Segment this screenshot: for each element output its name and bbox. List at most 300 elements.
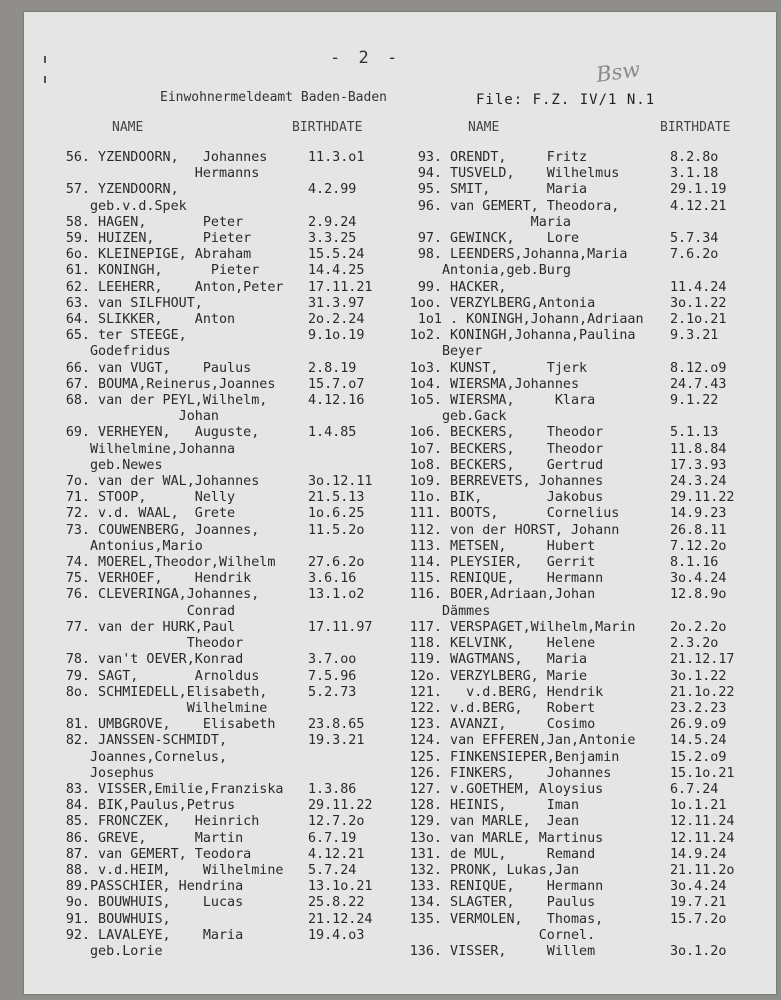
list-entry — [402, 750, 758, 766]
entry-number: 1o9. — [409, 474, 442, 490]
entry-birthdate: 4.2.99 — [308, 182, 357, 198]
list-entry — [402, 150, 758, 166]
entry-name: KONINGH,Johanna,Paulina — [442, 328, 636, 344]
list-entry — [48, 280, 400, 296]
entry-number: 92. — [65, 927, 90, 943]
entry-number: 89. — [65, 879, 90, 895]
entry-name: van MARLE, Martinus — [442, 830, 604, 846]
entry-birthdate: 23.8.65 — [308, 717, 365, 733]
entry-number: 13o. — [409, 830, 442, 846]
entry-number: 136. — [409, 943, 442, 959]
entry-name-continuation: geb.Gack — [442, 409, 507, 425]
list-entry — [48, 685, 400, 717]
entry-birthdate: 21.5.13 — [308, 490, 365, 506]
entry-birthdate: 12.11.24 — [670, 830, 735, 846]
right-name-header: NAME — [468, 120, 500, 135]
entry-name-continuation: Cornel. — [442, 927, 596, 943]
entry-name: BOER,Adriaan,Johan — [442, 587, 596, 603]
entry-birthdate: 3.7.oo — [308, 652, 357, 668]
list-entry — [402, 328, 758, 360]
list-entry — [48, 150, 400, 182]
entry-birthdate: 11.8.84 — [670, 441, 727, 457]
entry-name: FINKERS, Johannes — [442, 765, 612, 781]
entry-name: van't OEVER,Konrad — [90, 652, 244, 668]
list-entry — [402, 555, 758, 571]
entry-birthdate: 31.3.97 — [308, 295, 365, 311]
entry-number: 58. — [65, 214, 90, 230]
list-entry — [48, 652, 400, 668]
entry-name-continuation: Antonia,geb.Burg — [442, 263, 571, 279]
entry-birthdate: 15.7.2o — [670, 911, 727, 927]
entry-name: VERHEYEN, Auguste, — [90, 425, 260, 441]
left-birthdate-header: BIRTHDATE — [292, 120, 363, 135]
list-entry — [48, 231, 400, 247]
entry-name-continuation: Johan — [90, 409, 219, 425]
entry-number: 12o. — [409, 668, 442, 684]
entry-name: VERZYLBERG, Marie — [442, 668, 588, 684]
list-entry — [48, 782, 400, 798]
entry-birthdate: 1.3.86 — [308, 781, 357, 797]
entry-name: de MUL, Remand — [442, 846, 596, 862]
list-entry — [48, 717, 400, 733]
entry-birthdate: 14.9.23 — [670, 506, 727, 522]
entry-number: 1o7. — [409, 441, 442, 457]
entry-number: 133. — [409, 879, 442, 895]
entry-birthdate: 21.1o.22 — [670, 684, 735, 700]
entry-number: 74. — [65, 555, 90, 571]
entry-number: 93. — [417, 150, 442, 165]
entry-number: 82. — [65, 733, 90, 749]
entry-name: v.d.BERG, Hendrik — [442, 684, 604, 700]
entry-name: von der HORST, Johann — [442, 522, 620, 538]
entry-birthdate: 3o.12.11 — [308, 474, 373, 490]
entry-birthdate: 3o.1.22 — [670, 295, 727, 311]
list-entry — [48, 669, 400, 685]
entry-birthdate: 21.11.2o — [670, 862, 735, 878]
entry-birthdate: 8.2.8o — [670, 150, 719, 165]
entry-number: 8o. — [65, 684, 90, 700]
entry-number: 86. — [65, 830, 90, 846]
entry-name: HUIZEN, Pieter — [90, 231, 252, 247]
entry-name-continuation: Maria — [442, 214, 571, 230]
entry-number: 118. — [409, 636, 442, 652]
entry-name: WIERSMA,Johannes — [442, 376, 580, 392]
entry-number: 1o1 — [417, 312, 442, 328]
list-entry — [402, 895, 758, 911]
list-entry — [402, 231, 758, 247]
list-entry — [48, 377, 400, 393]
page-number: - 2 - — [330, 48, 402, 68]
entry-name: TUSVELD, Wilhelmus — [442, 166, 620, 182]
entry-name: BOUWHUIS, Lucas — [90, 895, 244, 911]
list-entry — [402, 425, 758, 441]
entry-name: ter STEEGE, — [90, 328, 187, 344]
entry-birthdate: 2o.2.24 — [308, 312, 365, 328]
entry-birthdate: 7.6.2o — [670, 247, 719, 263]
entry-name: van der HURK,Paul — [90, 619, 236, 635]
list-entry — [402, 571, 758, 587]
entry-name: HAGEN, Peter — [90, 214, 244, 230]
list-entry — [402, 442, 758, 458]
entry-number: 7o. — [65, 474, 90, 490]
list-entry — [402, 199, 758, 231]
list-entry — [402, 377, 758, 393]
entry-name: van EFFEREN,Jan,Antonie — [442, 733, 636, 749]
entry-number: 96. — [417, 198, 442, 214]
entry-birthdate: 3.3.25 — [308, 231, 357, 247]
entry-name-continuation: Theodor — [90, 636, 244, 652]
entry-name: LAVALEYE, Maria — [90, 927, 244, 943]
entry-number: 78. — [65, 652, 90, 668]
entry-number: 122. — [409, 700, 442, 716]
entry-birthdate: 17.11.21 — [308, 279, 373, 295]
entry-number: 125. — [409, 749, 442, 765]
entry-number: 114. — [409, 555, 442, 571]
entry-name: BOUWHUIS, — [90, 911, 171, 927]
entry-number: 6o. — [65, 247, 90, 263]
list-entry — [48, 814, 400, 830]
list-entry — [402, 296, 758, 312]
entry-name: GEWINCK, Lore — [442, 231, 580, 247]
entry-number: 111. — [409, 506, 442, 522]
entry-birthdate: 25.8.22 — [308, 895, 365, 911]
entry-number: 79. — [65, 668, 90, 684]
list-entry — [402, 458, 758, 474]
list-entry — [48, 312, 400, 328]
entry-name: van GEMERT, Theodora, — [442, 198, 620, 214]
entry-name-continuation: Josephus — [90, 765, 155, 781]
list-entry — [48, 831, 400, 847]
entry-name: HEINIS, Iman — [442, 798, 580, 814]
entry-birthdate: 9.1.22 — [670, 393, 719, 409]
entry-number: 75. — [65, 571, 90, 587]
entry-name: BOUMA,Reinerus,Joannes — [90, 376, 276, 392]
entry-number: 134. — [409, 895, 442, 911]
entry-number: 77. — [65, 619, 90, 635]
entry-name: . KONINGH,Johann,Adriaan — [442, 312, 644, 328]
entry-number: 95. — [417, 182, 442, 198]
list-entry — [48, 879, 400, 895]
entry-number: 132. — [409, 862, 442, 878]
entry-birthdate: 14.5.24 — [670, 733, 727, 749]
list-entry — [402, 393, 758, 425]
entry-birthdate: 12.8.9o — [670, 587, 727, 603]
entry-birthdate: 1o.1.21 — [670, 798, 727, 814]
list-entry — [402, 182, 758, 198]
list-entry — [402, 814, 758, 830]
entry-name: van SILFHOUT, — [90, 295, 203, 311]
entry-number: 126. — [409, 765, 442, 781]
list-entry — [48, 555, 400, 571]
entry-birthdate: 11.5.2o — [308, 522, 365, 538]
list-entry — [48, 620, 400, 652]
list-entry — [402, 766, 758, 782]
entry-number: 128. — [409, 798, 442, 814]
entry-birthdate: 29.11.22 — [308, 798, 373, 814]
entry-name-continuation: Godefridus — [90, 344, 171, 360]
entry-name-continuation: geb.Lorie — [90, 943, 163, 959]
list-entry — [402, 490, 758, 506]
entry-number: 1o3. — [409, 360, 442, 376]
entry-number: 73. — [65, 522, 90, 538]
list-entry — [402, 912, 758, 944]
entry-name: AVANZI, Cosimo — [442, 717, 596, 733]
entry-birthdate: 2.1o.21 — [670, 312, 727, 328]
entry-number: 71. — [65, 490, 90, 506]
entry-number: 112. — [409, 522, 442, 538]
list-entry — [402, 361, 758, 377]
entry-name: LEEHERR, Anton,Peter — [90, 279, 284, 295]
entry-number: 66. — [65, 360, 90, 376]
entry-number: 9o. — [65, 895, 90, 911]
entry-number: 119. — [409, 652, 442, 668]
entry-birthdate: 3.1.18 — [670, 166, 719, 182]
entry-birthdate: 11.4.24 — [670, 279, 727, 295]
entry-name: BECKERS, Theodor — [442, 441, 604, 457]
entry-name: KONINGH, Pieter — [90, 263, 260, 279]
list-entry — [402, 701, 758, 717]
issuing-office: Einwohnermeldeamt Baden-Baden — [160, 90, 387, 105]
entry-birthdate: 3o.4.24 — [670, 879, 727, 895]
entry-name: v.d.BERG, Robert — [442, 700, 596, 716]
entry-birthdate: 19.7.21 — [670, 895, 727, 911]
entry-number: 116. — [409, 587, 442, 603]
entry-number: 69. — [65, 425, 90, 441]
list-entry — [48, 506, 400, 522]
list-entry — [48, 425, 400, 474]
entry-name: BOOTS, Cornelius — [442, 506, 620, 522]
list-entry — [402, 539, 758, 555]
list-entry — [48, 523, 400, 555]
file-reference: File: F.Z. IV/1 N.1 — [476, 92, 656, 108]
list-entry — [402, 831, 758, 847]
entry-birthdate: 4.12.16 — [308, 393, 365, 409]
entry-name: v.d.HEIM, Wilhelmine — [90, 862, 284, 878]
entry-number: 135. — [409, 911, 442, 927]
entry-number: 62. — [65, 279, 90, 295]
entry-name: VERSPAGET,Wilhelm,Marin — [442, 619, 636, 635]
list-entry — [402, 523, 758, 539]
document-page — [24, 12, 776, 994]
entry-birthdate: 17.3.93 — [670, 457, 727, 473]
pencil-annotation: Bsw — [594, 57, 642, 87]
list-entry — [402, 717, 758, 733]
entry-number: 124. — [409, 733, 442, 749]
list-entry — [48, 393, 400, 425]
entry-name-continuation: geb.Newes — [90, 457, 163, 473]
entry-number: 11o. — [409, 490, 442, 506]
entry-name: LEENDERS,Johanna,Maria — [442, 247, 628, 263]
entry-birthdate: 17.11.97 — [308, 619, 373, 635]
entry-birthdate: 13.1.o2 — [308, 587, 365, 603]
list-entry — [402, 782, 758, 798]
entry-name: SMIT, Maria — [442, 182, 588, 198]
entry-number: 1o5. — [409, 393, 442, 409]
entry-number: 115. — [409, 571, 442, 587]
entry-number: 84. — [65, 798, 90, 814]
entry-birthdate: 19.4.o3 — [308, 927, 365, 943]
list-entry — [48, 215, 400, 231]
entry-name: JANSSEN-SCHMIDT, — [90, 733, 228, 749]
entry-name: VERHOEF, Hendrik — [90, 571, 252, 587]
entry-birthdate: 14.4.25 — [308, 263, 365, 279]
entry-name-continuation: Wilhelmine — [90, 700, 268, 716]
entry-name: van der PEYL,Wilhelm, — [90, 393, 268, 409]
entry-birthdate: 12.7.2o — [308, 814, 365, 830]
punch-mark — [44, 76, 46, 83]
entry-number: 83. — [65, 781, 90, 797]
entry-birthdate: 6.7.24 — [670, 781, 719, 797]
entry-name: UMBGROVE, Elisabeth — [90, 717, 276, 733]
entry-name: v.d. WAAL, Grete — [90, 506, 236, 522]
entry-name: GREVE, Martin — [90, 830, 244, 846]
list-entry — [402, 312, 758, 328]
entry-number: 76. — [65, 587, 90, 603]
entry-name: FRONCZEK, Heinrich — [90, 814, 260, 830]
list-entry — [402, 474, 758, 490]
entry-name: RENIQUE, Hermann — [442, 879, 604, 895]
list-entry — [402, 847, 758, 863]
list-entry — [402, 280, 758, 296]
entry-birthdate: 27.6.2o — [308, 555, 365, 571]
entry-name: MOEREL,Theodor,Wilhelm — [90, 555, 276, 571]
entry-birthdate: 3o.1.22 — [670, 668, 727, 684]
entry-number: 127. — [409, 781, 442, 797]
entry-name: YZENDOORN, — [90, 182, 179, 198]
entry-number: 117. — [409, 619, 442, 635]
entry-number: 121. — [409, 684, 442, 700]
entry-number: 57. — [65, 182, 90, 198]
entry-name: BIK,Paulus,Petrus — [90, 798, 236, 814]
entry-name: van VUGT, Paulus — [90, 360, 252, 376]
right-birthdate-header: BIRTHDATE — [660, 120, 731, 135]
list-entry — [402, 166, 758, 182]
entry-name-continuation: geb.v.d.Spek — [90, 198, 187, 214]
entry-name: FINKENSIEPER,Benjamin — [442, 749, 620, 765]
entry-name: RENIQUE, Hermann — [442, 571, 604, 587]
entry-number: 72. — [65, 506, 90, 522]
entry-number: 67. — [65, 376, 90, 392]
entry-birthdate: 6.7.19 — [308, 830, 357, 846]
entry-birthdate: 5.7.24 — [308, 862, 357, 878]
entry-number: 131. — [409, 846, 442, 862]
entry-birthdate: 2.3.2o — [670, 636, 719, 652]
entry-name: PLEYSIER, Gerrit — [442, 555, 596, 571]
right-column-list — [402, 150, 758, 960]
entry-name: v.GOETHEM, Aloysius — [442, 781, 604, 797]
entry-number: 129. — [409, 814, 442, 830]
entry-name: KELVINK, Helene — [442, 636, 596, 652]
entry-name: YZENDOORN, Johannes — [90, 150, 268, 165]
entry-birthdate: 21.12.17 — [670, 652, 735, 668]
left-column-list — [48, 150, 400, 960]
list-entry — [402, 506, 758, 522]
list-entry — [402, 669, 758, 685]
entry-number: 81. — [65, 717, 90, 733]
entry-name: KLEINEPIGE, Abraham — [90, 247, 252, 263]
entry-birthdate: 3.6.16 — [308, 571, 357, 587]
entry-number: 1o8. — [409, 457, 442, 473]
list-entry — [402, 879, 758, 895]
entry-number: 1o2. — [409, 328, 442, 344]
entry-birthdate: 1.4.85 — [308, 425, 357, 441]
entry-name: SAGT, Arnoldus — [90, 668, 260, 684]
entry-number: 1o4. — [409, 376, 442, 392]
entry-birthdate: 1o.6.25 — [308, 506, 365, 522]
list-entry — [402, 798, 758, 814]
list-entry — [402, 587, 758, 619]
list-entry — [402, 863, 758, 879]
list-entry — [48, 247, 400, 263]
entry-birthdate: 9.1o.19 — [308, 328, 365, 344]
list-entry — [48, 296, 400, 312]
list-entry — [48, 474, 400, 490]
entry-name: KUNST, Tjerk — [442, 360, 588, 376]
entry-number: 85. — [65, 814, 90, 830]
entry-name: WAGTMANS, Maria — [442, 652, 588, 668]
entry-birthdate: 11.3.o1 — [308, 150, 365, 165]
list-entry — [48, 571, 400, 587]
list-entry — [402, 652, 758, 668]
entry-number: 68. — [65, 393, 90, 409]
list-entry — [48, 863, 400, 879]
entry-name: SLAGTER, Paulus — [442, 895, 596, 911]
entry-birthdate: 3o.1.2o — [670, 943, 727, 959]
entry-name: van GEMERT, Teodora — [90, 846, 252, 862]
entry-number: 63. — [65, 295, 90, 311]
punch-mark — [44, 56, 46, 63]
entry-name-continuation: Beyer — [442, 344, 483, 360]
entry-birthdate: 26.9.o9 — [670, 717, 727, 733]
entry-birthdate: 23.2.23 — [670, 700, 727, 716]
entry-birthdate: 14.9.24 — [670, 846, 727, 862]
entry-number: 64. — [65, 312, 90, 328]
entry-name: SLIKKER, Anton — [90, 312, 236, 328]
entry-birthdate: 15.5.24 — [308, 247, 365, 263]
list-entry — [48, 847, 400, 863]
entry-name-continuation: Wilhelmine,Johanna — [90, 441, 236, 457]
entry-name-continuation: Joannes,Cornelus, — [90, 749, 228, 765]
entry-name: BIK, Jakobus — [442, 490, 604, 506]
list-entry — [402, 733, 758, 749]
entry-birthdate: 13.1o.21 — [308, 879, 373, 895]
entry-name: COUWENBERG, Joannes, — [90, 522, 260, 538]
entry-birthdate: 5.1.13 — [670, 425, 719, 441]
entry-birthdate: 7.12.2o — [670, 538, 727, 554]
entry-name: PRONK, Lukas,Jan — [442, 862, 580, 878]
entry-name-continuation: Hermanns — [90, 166, 260, 182]
entry-birthdate: 5.2.73 — [308, 684, 357, 700]
entry-number: 56. — [65, 150, 90, 165]
list-entry — [48, 912, 400, 928]
entry-birthdate: 9.3.21 — [670, 328, 719, 344]
list-entry — [48, 328, 400, 360]
list-entry — [48, 490, 400, 506]
entry-birthdate: 4.12.21 — [670, 198, 727, 214]
entry-number: 97. — [417, 231, 442, 247]
entry-birthdate: 8.1.16 — [670, 555, 719, 571]
entry-birthdate: 15.1o.21 — [670, 765, 735, 781]
list-entry — [48, 733, 400, 782]
entry-name: BECKERS, Gertrud — [442, 457, 604, 473]
entry-name: SCHMIEDELL,Elisabeth, — [90, 684, 268, 700]
entry-name: VISSER, Willem — [442, 943, 596, 959]
list-entry — [402, 636, 758, 652]
list-entry — [402, 247, 758, 279]
entry-name-continuation: Dämmes — [442, 603, 491, 619]
list-entry — [48, 798, 400, 814]
entry-birthdate: 15.7.o7 — [308, 376, 365, 392]
